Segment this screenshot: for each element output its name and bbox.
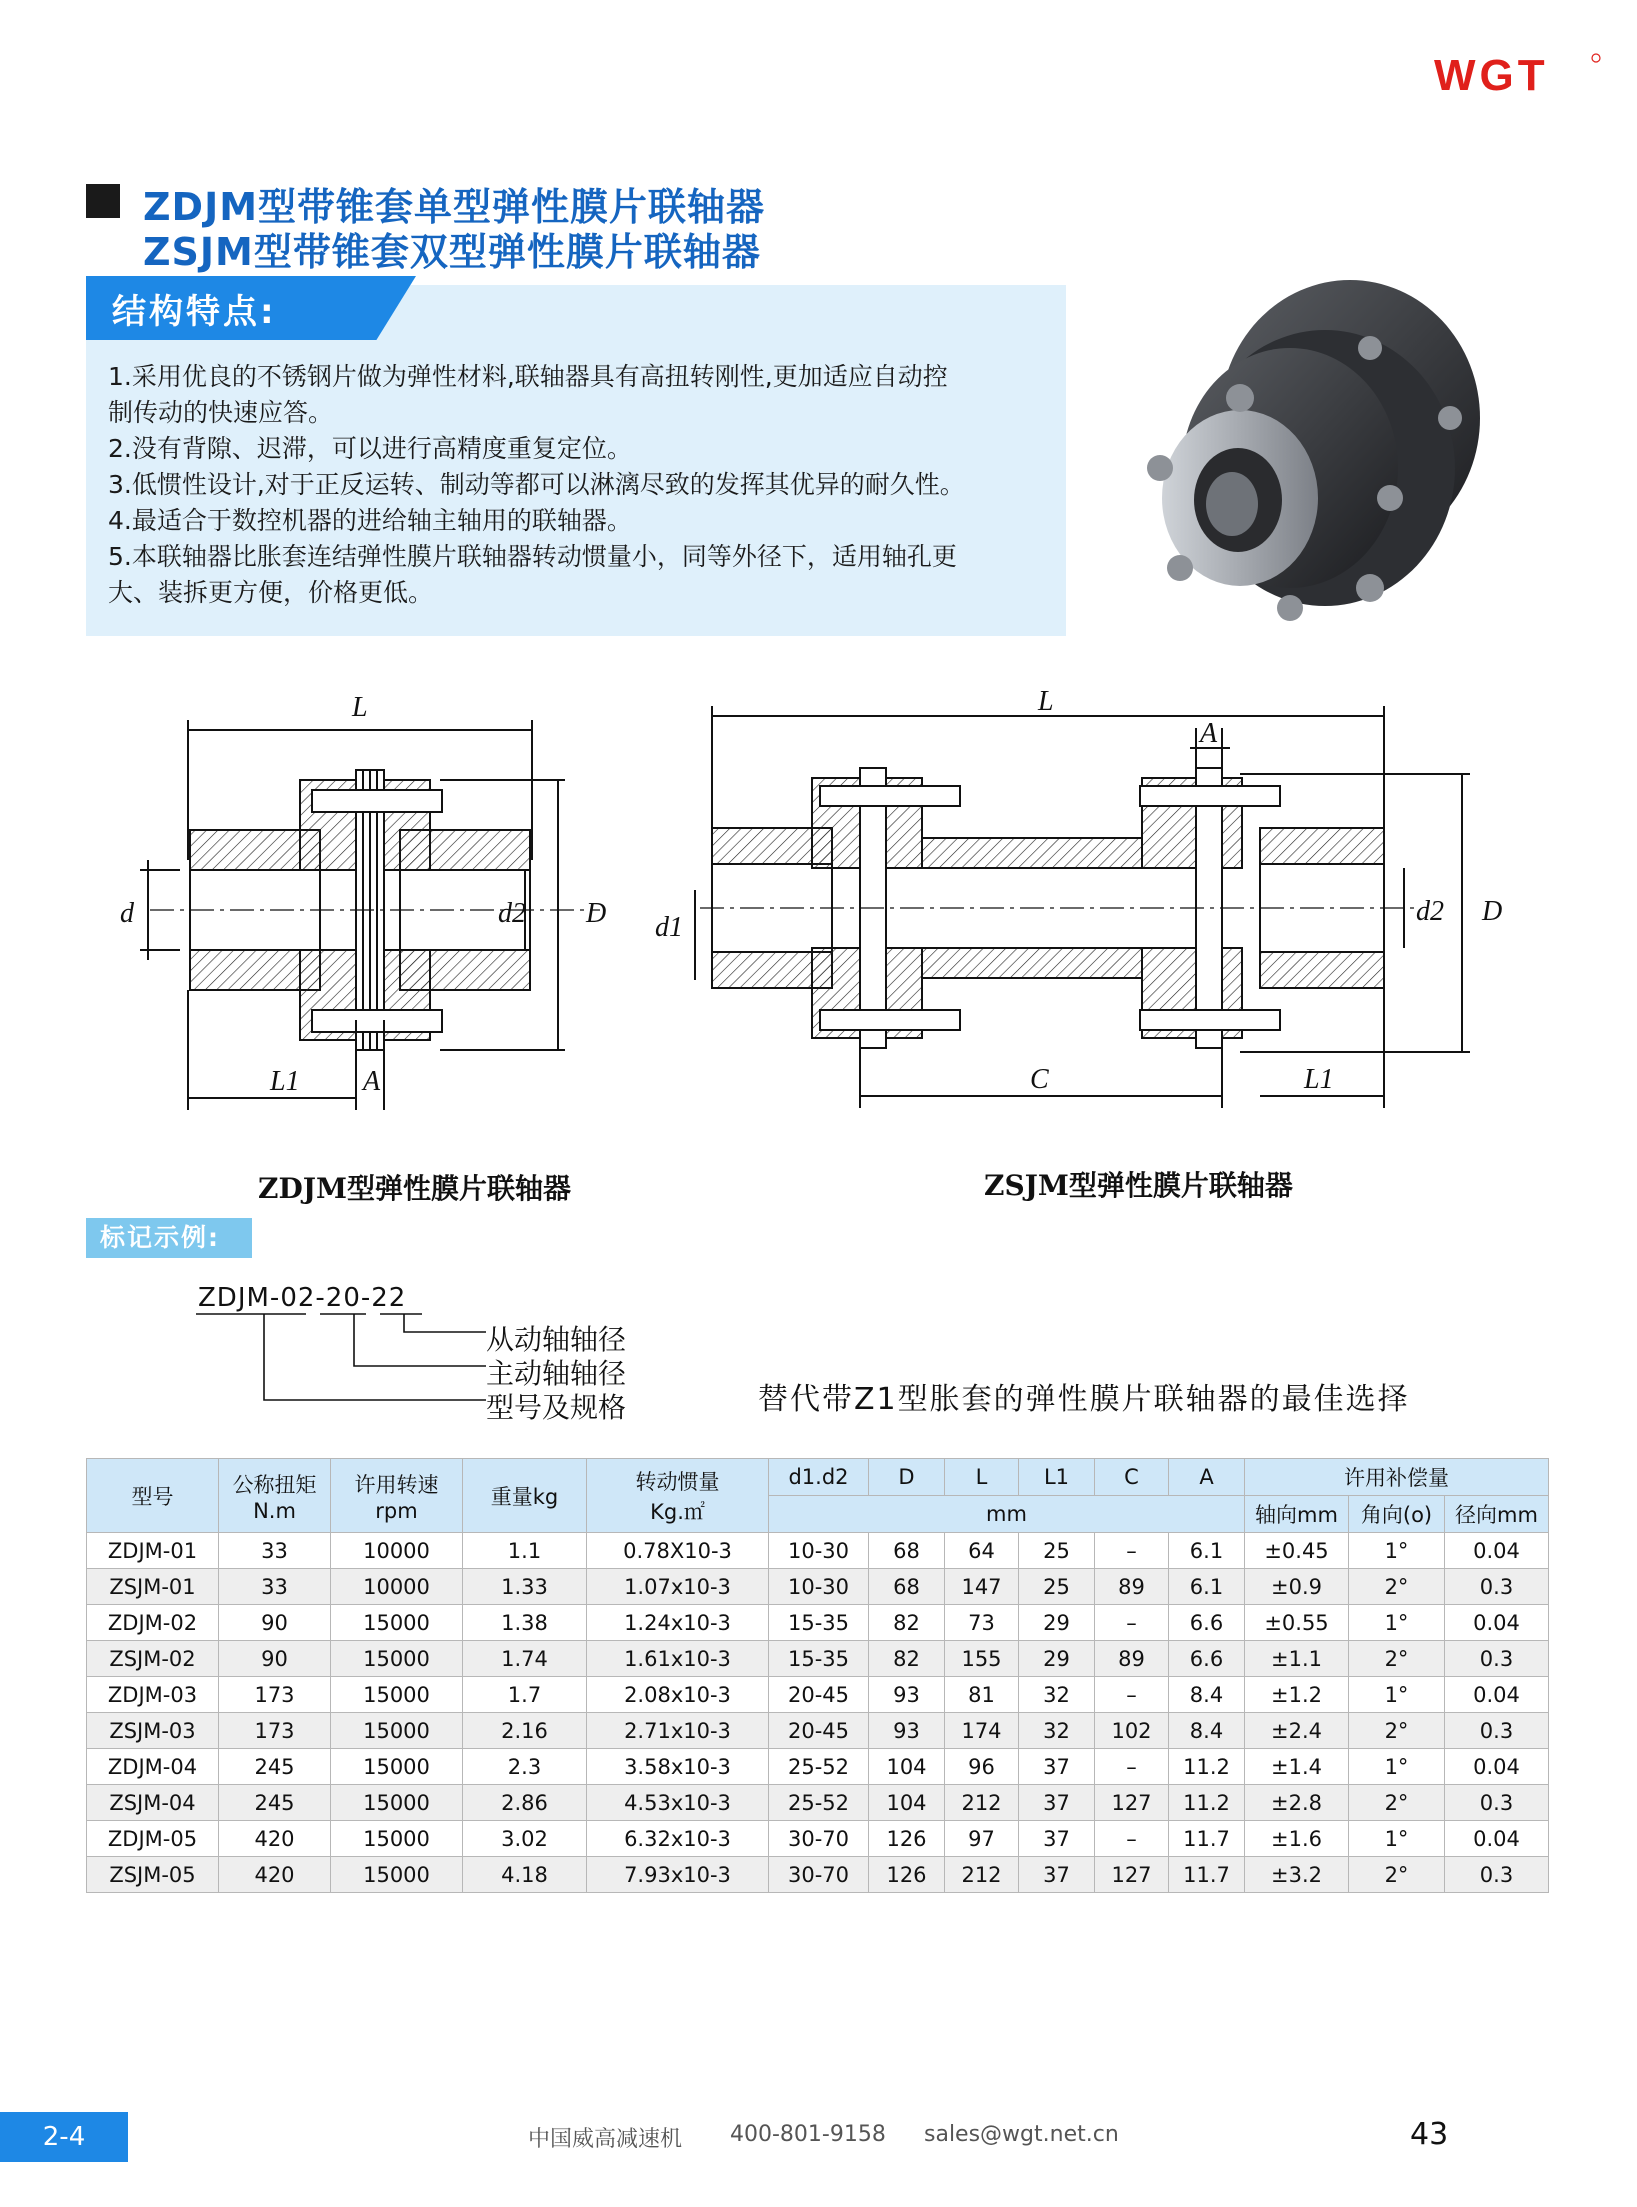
table-cell: 25 <box>1019 1533 1095 1569</box>
table-cell: 2.16 <box>463 1713 587 1749</box>
zsjm-technical-drawing <box>700 688 1510 1160</box>
table-cell: 2° <box>1349 1569 1445 1605</box>
table-cell: 93 <box>869 1713 945 1749</box>
dim-label-d2: d2 <box>1416 896 1444 927</box>
table-cell: 29 <box>1019 1605 1095 1641</box>
table-cell: 15000 <box>331 1641 463 1677</box>
table-cell: 212 <box>945 1857 1019 1893</box>
table-cell: ±0.55 <box>1245 1605 1349 1641</box>
table-cell: ZSJM-01 <box>87 1569 219 1605</box>
table-cell: 89 <box>1095 1641 1169 1677</box>
table-row <box>87 1821 1549 1857</box>
table-row <box>87 1713 1549 1749</box>
table-cell: 0.3 <box>1445 1641 1549 1677</box>
table-cell: ±1.4 <box>1245 1749 1349 1785</box>
table-cell: 0.78X10-3 <box>587 1533 769 1569</box>
table-cell: 25-52 <box>769 1749 869 1785</box>
table-cell: 104 <box>869 1785 945 1821</box>
zsjm-drawing-caption: ZSJM型弹性膜片联轴器 <box>984 1169 1293 1202</box>
table-cell: 1.24x10-3 <box>587 1605 769 1641</box>
table-cell: 0.04 <box>1445 1533 1549 1569</box>
table-cell: 6.1 <box>1169 1533 1245 1569</box>
marking-example-tag: 标记示例: <box>86 1218 252 1258</box>
col-L1: L1 <box>1019 1459 1095 1496</box>
table-cell: 1° <box>1349 1533 1445 1569</box>
table-cell: 6.1 <box>1169 1569 1245 1605</box>
table-cell: 32 <box>1019 1713 1095 1749</box>
table-cell: 37 <box>1019 1785 1095 1821</box>
table-cell: 6.6 <box>1169 1641 1245 1677</box>
table-cell: 126 <box>869 1821 945 1857</box>
table-row <box>87 1785 1549 1821</box>
table-cell: 73 <box>945 1605 1019 1641</box>
table-cell: 0.3 <box>1445 1569 1549 1605</box>
col-speed <box>331 1459 463 1533</box>
table-cell: 2° <box>1349 1713 1445 1749</box>
page-title-line-2: ZSJM型带锥套双型弹性膜片联轴器 <box>143 230 761 274</box>
table-cell: 10-30 <box>769 1569 869 1605</box>
table-cell: – <box>1095 1605 1169 1641</box>
table-cell: 82 <box>869 1641 945 1677</box>
table-row <box>87 1605 1549 1641</box>
table-cell: 37 <box>1019 1821 1095 1857</box>
table-cell: 25-52 <box>769 1785 869 1821</box>
col-A: A <box>1169 1459 1245 1496</box>
table-cell: 32 <box>1019 1677 1095 1713</box>
table-cell: 30-70 <box>769 1821 869 1857</box>
col-torque-label: 公称扭矩 <box>232 1472 317 1497</box>
col-angular: 角向(o) <box>1349 1496 1445 1533</box>
dim-label-A: A <box>363 1066 381 1097</box>
table-cell: – <box>1095 1821 1169 1857</box>
dim-label-D: D <box>1482 896 1503 927</box>
col-C: C <box>1095 1459 1169 1496</box>
table-cell: – <box>1095 1677 1169 1713</box>
table-cell: 11.7 <box>1169 1821 1245 1857</box>
table-cell: 0.3 <box>1445 1785 1549 1821</box>
table-cell: 90 <box>219 1605 331 1641</box>
table-cell: 8.4 <box>1169 1677 1245 1713</box>
feature-item: 4.最适合于数控机器的进给轴主轴用的联轴器。 <box>108 506 632 535</box>
table-cell: 245 <box>219 1749 331 1785</box>
dim-label-d: d <box>120 898 134 929</box>
table-cell: 97 <box>945 1821 1019 1857</box>
table-cell: 15000 <box>331 1677 463 1713</box>
dim-label-L: L <box>352 692 368 723</box>
spec-table-body <box>87 1533 1549 1893</box>
table-cell: 212 <box>945 1785 1019 1821</box>
feature-item: 1.采用优良的不锈钢片做为弹性材料,联轴器具有高扭转刚性,更加适应自动控 <box>108 362 948 391</box>
col-inertia <box>587 1459 769 1533</box>
col-torque <box>219 1459 331 1533</box>
table-cell: 174 <box>945 1713 1019 1749</box>
col-D: D <box>869 1459 945 1496</box>
table-cell: 89 <box>1095 1569 1169 1605</box>
table-row <box>87 1533 1549 1569</box>
table-cell: ZDJM-05 <box>87 1821 219 1857</box>
table-cell: 245 <box>219 1785 331 1821</box>
col-weight: 重量kg <box>463 1459 587 1533</box>
col-inertia-label: 转动惯量 <box>635 1469 720 1494</box>
table-cell: 96 <box>945 1749 1019 1785</box>
table-cell: 1° <box>1349 1605 1445 1641</box>
footer-email: sales@wgt.net.cn <box>924 2122 1119 2147</box>
table-cell: 6.32x10-3 <box>587 1821 769 1857</box>
title-marker <box>86 184 120 218</box>
zdjm-drawing-caption: ZDJM型弹性膜片联轴器 <box>258 1172 571 1205</box>
table-cell: 2.86 <box>463 1785 587 1821</box>
table-cell: 15000 <box>331 1749 463 1785</box>
zdjm-technical-drawing <box>120 690 650 1160</box>
table-cell: ±2.8 <box>1245 1785 1349 1821</box>
table-cell: 15000 <box>331 1857 463 1893</box>
marking-driving-bore: 主动轴轴径 <box>486 1357 627 1390</box>
table-cell: 20-45 <box>769 1677 869 1713</box>
table-cell: 1.07x10-3 <box>587 1569 769 1605</box>
dim-label-A: A <box>1200 718 1218 749</box>
dim-label-D: D <box>586 898 607 929</box>
table-cell: 37 <box>1019 1749 1095 1785</box>
col-model: 型号 <box>87 1459 219 1533</box>
marking-driven-bore: 从动轴轴径 <box>486 1323 627 1356</box>
table-cell: 155 <box>945 1641 1019 1677</box>
table-cell: ZDJM-01 <box>87 1533 219 1569</box>
table-cell: 90 <box>219 1641 331 1677</box>
dim-label-L1: L1 <box>1304 1064 1334 1095</box>
table-cell: 173 <box>219 1713 331 1749</box>
table-cell: 4.18 <box>463 1857 587 1893</box>
table-cell: ZDJM-02 <box>87 1605 219 1641</box>
dim-label-L: L <box>1038 688 1054 717</box>
table-cell: 104 <box>869 1749 945 1785</box>
col-d: d1.d2 <box>769 1459 869 1496</box>
features-heading: 结构特点: <box>112 292 277 332</box>
col-radial: 径向mm <box>1445 1496 1549 1533</box>
table-cell: 11.2 <box>1169 1749 1245 1785</box>
table-cell: 2° <box>1349 1785 1445 1821</box>
table-cell: 30-70 <box>769 1857 869 1893</box>
table-cell: ±1.6 <box>1245 1821 1349 1857</box>
table-cell: 7.93x10-3 <box>587 1857 769 1893</box>
table-cell: 29 <box>1019 1641 1095 1677</box>
table-cell: 127 <box>1095 1857 1169 1893</box>
table-cell: ±3.2 <box>1245 1857 1349 1893</box>
table-cell: 15000 <box>331 1785 463 1821</box>
feature-item: 2.没有背隙、迟滞，可以进行高精度重复定位。 <box>108 434 632 463</box>
table-cell: ZSJM-04 <box>87 1785 219 1821</box>
table-cell: – <box>1095 1533 1169 1569</box>
col-speed-unit: rpm <box>375 1498 418 1523</box>
table-cell: 127 <box>1095 1785 1169 1821</box>
logo-text: WGT <box>1434 52 1549 96</box>
feature-item: 3.低惯性设计,对于正反运转、制动等都可以淋漓尽致的发挥其优异的耐久性。 <box>108 470 965 499</box>
table-cell: 1.1 <box>463 1533 587 1569</box>
table-cell: 1.33 <box>463 1569 587 1605</box>
table-cell: 68 <box>869 1569 945 1605</box>
marking-leader-lines <box>196 1312 496 1412</box>
col-speed-label: 许用转速 <box>354 1472 439 1497</box>
slogan: 替代带Z1型胀套的弹性膜片联轴器的最佳选择 <box>758 1382 1410 1417</box>
table-cell: 11.7 <box>1169 1857 1245 1893</box>
table-cell: 10-30 <box>769 1533 869 1569</box>
table-cell: 81 <box>945 1677 1019 1713</box>
dim-label-d1: d1 <box>655 912 683 943</box>
table-cell: 102 <box>1095 1713 1169 1749</box>
col-axial: 轴向mm <box>1245 1496 1349 1533</box>
table-cell: 1.38 <box>463 1605 587 1641</box>
table-cell: 0.3 <box>1445 1713 1549 1749</box>
table-cell: 2.08x10-3 <box>587 1677 769 1713</box>
table-cell: 126 <box>869 1857 945 1893</box>
table-cell: 1° <box>1349 1677 1445 1713</box>
table-cell: – <box>1095 1749 1169 1785</box>
table-row <box>87 1749 1549 1785</box>
table-cell: 1.61x10-3 <box>587 1641 769 1677</box>
table-cell: 10000 <box>331 1569 463 1605</box>
table-cell: 33 <box>219 1569 331 1605</box>
table-cell: 8.4 <box>1169 1713 1245 1749</box>
table-cell: 68 <box>869 1533 945 1569</box>
table-cell: 37 <box>1019 1857 1095 1893</box>
col-compensation: 许用补偿量 <box>1245 1459 1549 1496</box>
table-cell: 6.6 <box>1169 1605 1245 1641</box>
table-cell: ±0.45 <box>1245 1533 1349 1569</box>
footer-phone: 400-801-9158 <box>730 2122 886 2147</box>
coupling-product-photo <box>1120 268 1480 638</box>
table-cell: 1° <box>1349 1821 1445 1857</box>
table-row <box>87 1641 1549 1677</box>
table-cell: ZDJM-03 <box>87 1677 219 1713</box>
table-cell: 0.04 <box>1445 1677 1549 1713</box>
table-cell: 2° <box>1349 1857 1445 1893</box>
table-cell: 15000 <box>331 1605 463 1641</box>
table-cell: 1.7 <box>463 1677 587 1713</box>
table-cell: 0.04 <box>1445 1749 1549 1785</box>
table-cell: 3.02 <box>463 1821 587 1857</box>
table-cell: ±2.4 <box>1245 1713 1349 1749</box>
table-cell: 93 <box>869 1677 945 1713</box>
table-cell: 420 <box>219 1821 331 1857</box>
table-row <box>87 1677 1549 1713</box>
table-row <box>87 1857 1549 1893</box>
table-cell: ZDJM-04 <box>87 1749 219 1785</box>
dim-label-L1: L1 <box>270 1066 300 1097</box>
table-cell: ±1.1 <box>1245 1641 1349 1677</box>
table-cell: 147 <box>945 1569 1019 1605</box>
wgt-logo <box>1434 52 1604 96</box>
table-cell: ZSJM-05 <box>87 1857 219 1893</box>
page-number: 43 <box>1410 2117 1449 2152</box>
dim-label-d2: d2 <box>498 898 526 929</box>
table-cell: 3.58x10-3 <box>587 1749 769 1785</box>
feature-item: 制传动的快速应答。 <box>108 398 334 427</box>
section-page-tab: 2-4 <box>0 2112 128 2162</box>
table-cell: ZSJM-03 <box>87 1713 219 1749</box>
feature-item: 5.本联轴器比胀套连结弹性膜片联轴器转动惯量小，同等外径下，适用轴孔更 <box>108 542 957 571</box>
table-cell: ±0.9 <box>1245 1569 1349 1605</box>
page-title-line-1: ZDJM型带锥套单型弹性膜片联轴器 <box>143 185 766 229</box>
table-cell: 25 <box>1019 1569 1095 1605</box>
table-cell: ±1.2 <box>1245 1677 1349 1713</box>
col-inertia-unit: Kg.㎡ <box>650 1499 705 1524</box>
dim-label-C: C <box>1030 1064 1049 1095</box>
table-cell: 15000 <box>331 1821 463 1857</box>
table-cell: 10000 <box>331 1533 463 1569</box>
table-cell: 82 <box>869 1605 945 1641</box>
footer-company: 中国威高减速机 <box>528 2127 683 2152</box>
table-cell: 2.3 <box>463 1749 587 1785</box>
table-cell: 0.3 <box>1445 1857 1549 1893</box>
table-cell: 420 <box>219 1857 331 1893</box>
table-cell: 4.53x10-3 <box>587 1785 769 1821</box>
col-L: L <box>945 1459 1019 1496</box>
col-torque-unit: N.m <box>253 1498 296 1523</box>
table-cell: 15-35 <box>769 1641 869 1677</box>
table-cell: 173 <box>219 1677 331 1713</box>
table-cell: 33 <box>219 1533 331 1569</box>
table-row <box>87 1569 1549 1605</box>
table-cell: 20-45 <box>769 1713 869 1749</box>
table-cell: 11.2 <box>1169 1785 1245 1821</box>
spec-table <box>86 1458 1549 1893</box>
table-cell: 64 <box>945 1533 1019 1569</box>
table-cell: 1° <box>1349 1749 1445 1785</box>
table-cell: 0.04 <box>1445 1605 1549 1641</box>
feature-item: 大、装拆更方便，价格更低。 <box>108 578 434 607</box>
zsjm-d1-dimension <box>655 880 705 980</box>
marking-model-spec: 型号及规格 <box>486 1391 627 1424</box>
col-mm-unit: mm <box>769 1496 1245 1533</box>
table-cell: ZSJM-02 <box>87 1641 219 1677</box>
table-cell: 1.74 <box>463 1641 587 1677</box>
table-cell: 15-35 <box>769 1605 869 1641</box>
table-cell: 0.04 <box>1445 1821 1549 1857</box>
marking-code: ZDJM-02-20-22 <box>198 1283 407 1313</box>
table-cell: 2.71x10-3 <box>587 1713 769 1749</box>
table-cell: 15000 <box>331 1713 463 1749</box>
table-cell: 2° <box>1349 1641 1445 1677</box>
